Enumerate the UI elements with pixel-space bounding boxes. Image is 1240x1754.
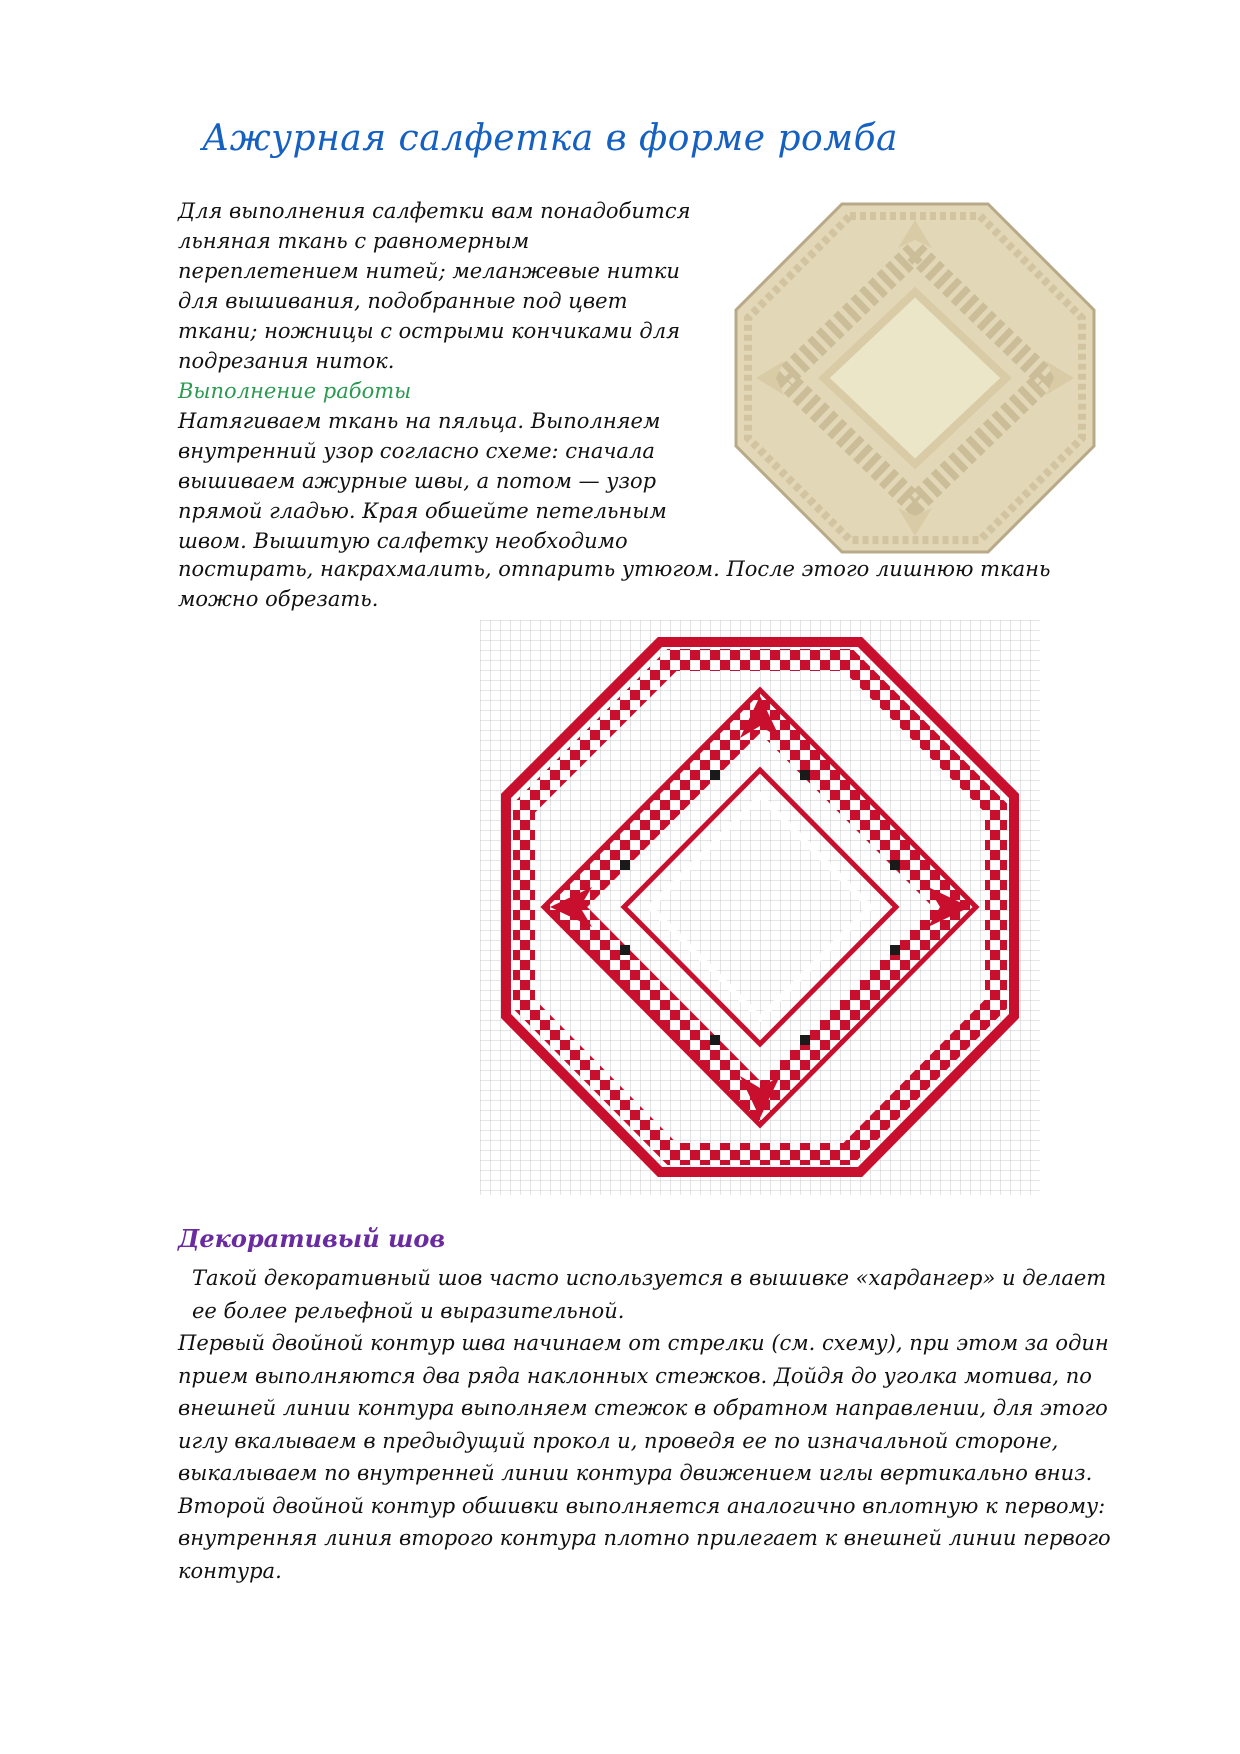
page-title: Ажурная салфетка в форме ромба (201, 118, 899, 159)
work-text-continued: постирать, накрахмалить, отпарить утюгом. После этого лишнюю ткань можно обрезать. (178, 557, 1051, 611)
decorative-paragraph-1: Такой декоративный шов часто используется в вышивке «хардангер» и делает ее более рельефной и выразительной. (192, 1266, 1107, 1323)
materials-text: Для выполнения салфетки вам понадобится льняная ткань с равномерным переплетением нитей; меланжевые нитки для вышивания, подобранные под цвет ткани; ножницы с острыми кончиками для подрезания ниток. (178, 199, 691, 373)
decorative-stitch-body (178, 1262, 1118, 1587)
decorative-paragraph-2: Первый двойной контур шва начинаем от стрелки (см. схему), при этом за один прием выполняются два ряда наклонных стежков. Дойдя до уголка мотива, по внешней линии контура выполняем стежок в обратном направлении, для этого иглу вкалываем в предыдущий прокол и, проведя ее по изначальной стороне, выкалываем по внутренней линии контура движением иглы вертикально вниз. Второй двойной контур обшивки выполняется аналогично вплотную к первому: внутренняя линия второго контура плотно прилегает к внешней линии первого контура. (178, 1331, 1111, 1583)
napkin-photo (732, 200, 1098, 556)
work-text: Натягиваем ткань на пяльца. Выполняем внутренний узор согласно схеме: сначала вышиваем ажурные швы, а потом — узор прямой гладью. Края обшейте петельным швом. Вышитую салфетку необходимо (178, 409, 667, 553)
work-heading: Выполнение работы (178, 379, 412, 403)
decorative-stitch-heading: Декоративый шов (178, 1224, 446, 1253)
embroidery-scheme (480, 620, 1040, 1195)
intro-block (178, 196, 698, 556)
